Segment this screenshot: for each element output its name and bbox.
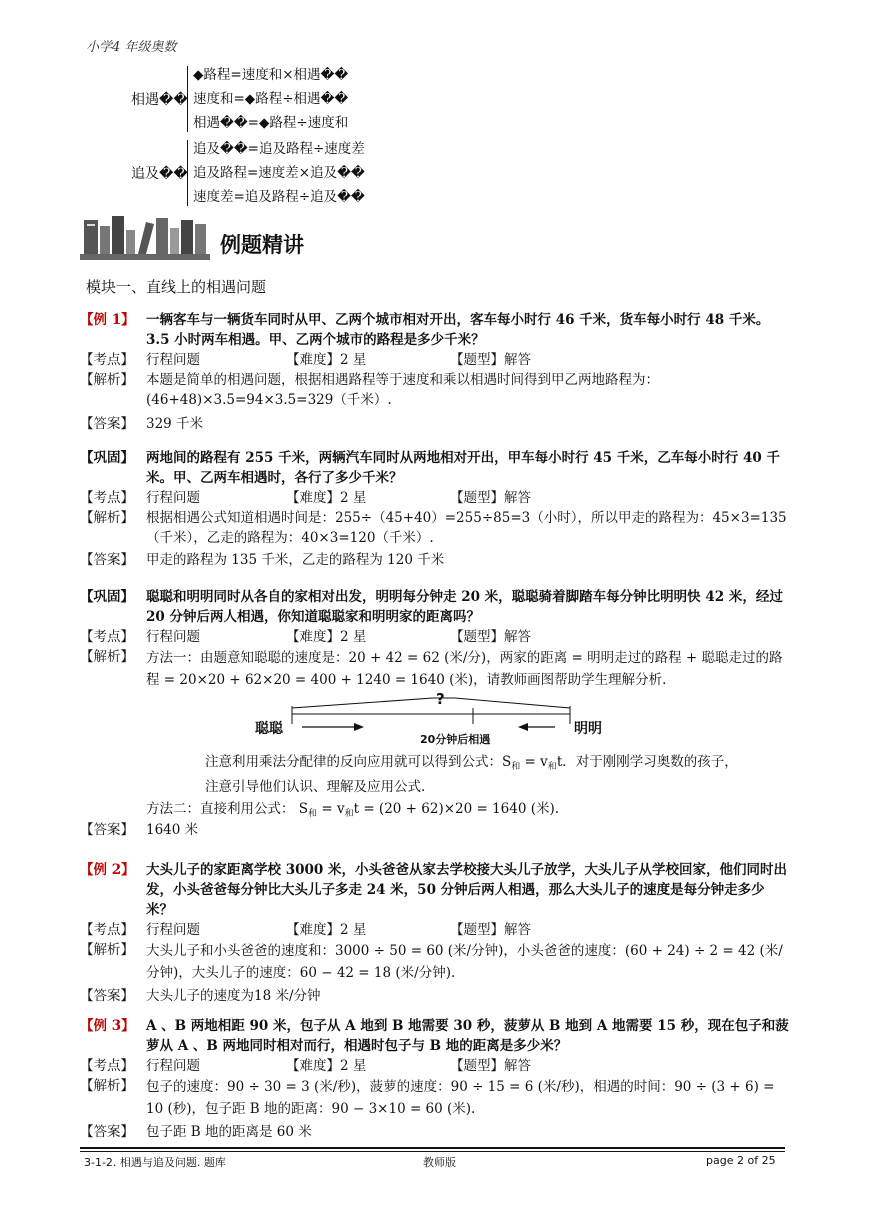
practice-2-method-1: 方法一：由题意知聪聪的速度是：20 + 42 = 62 (米/分)，两家的距离 = 明明走过的路程 + 聪聪走过的路程 = 20×20 + 62×20 = 400 + 1240 = 1640 (米)，请教师画图帮助学生理解分析. [146,650,783,688]
kaodian-label: 【考点】 [80,490,134,506]
formula-note-1: 注意利用乘法分配律的反向应用就可以得到公式：$S_和 = v_和t$．对于刚刚学习奥数的孩子， [205,754,738,772]
example-1 [80,310,790,434]
chase-formula-1: 追及��=追及路程÷速度差 [193,141,365,157]
daan-label: 【答案】 [80,552,134,568]
daan-label: 【答案】 [80,988,134,1004]
formula-note-2: 注意引导他们认识、理解及应用公式. [205,779,426,795]
diagram-right-label: 明明 [574,721,602,737]
tixing-value: 解答 [504,922,531,938]
practice-2-method-2: 方法二：直接利用公式： $S_和 = v_和t = (20 + 62)\times 20 = 1640$ (米). [146,801,560,819]
footer-doc-name: 3-1-2. 相遇与追及问题. 题库 [84,1156,226,1169]
meet-formula-1: ◆路程=速度和×相遇�� [193,67,349,83]
example-2-answer: 大头儿子的速度为18 米/分钟 [146,988,321,1004]
practice-1-analysis: 根据相遇公式知道相遇时间是：255÷（45+40）=255÷85=3（小时），所以甲走的路程为：45×3=135（千米），乙走的路程为：40×3=120（千米）. [146,510,787,546]
example-1-question: 一辆客车与一辆货车同时从甲、乙两个城市相对开出，客车每小时行 46 千米，货车每小时行 48 千米。3.5 小时两车相遇。甲、乙两个城市的路程是多少千米？ [146,312,770,348]
nandu-value: 2 星 [340,1058,367,1074]
practice-2-tag: 【巩固】 [80,589,134,605]
nandu-value: 2 星 [340,352,367,368]
tixing-value: 解答 [504,629,531,645]
example-3-analysis: 包子的速度：90 ÷ 30 = 3 (米/秒)，菠萝的速度：90 ÷ 15 = 6 (米/秒)，相遇的时间：90 ÷ (3 + 6) = 10 (秒)，包子距 B 地的距离：90 − 3×10 = 60 (米). [146,1079,775,1117]
books-icon [80,214,214,262]
jiexi-label: 【解析】 [80,649,134,665]
diagram-question-mark: ? [436,690,445,708]
practice-1-question: 两地间的路程有 255 千米，两辆汽车同时从两地相对开出，甲车每小时行 45 千米，乙车每小时行 40 千米。甲、乙两车相遇时，各行了多少千米？ [146,450,780,486]
nandu-label: 【难度】 [286,490,340,506]
example-1-analysis: 本题是简单的相遇问题，根据相遇路程等于速度和乘以相遇时间得到甲乙两地路程为：(46+48)×3.5=94×3.5=329（千米）. [146,372,659,408]
chase-formula-3: 速度差=追及路程÷追及�� [193,189,365,205]
nandu-value: 2 星 [340,922,367,938]
practice-2-answer-row [80,820,790,840]
chase-label: 追及�� [131,166,188,182]
example-2-question: 大头儿子的家距离学校 3000 米，小头爸爸从家去学校接大头儿子放学，大头儿子从学校回家，他们同时出发，小头爸爸每分钟比大头儿子多走 24 米，50 分钟后两人相遇，那么大头儿子的速度是每分钟走多少米？ [146,862,787,918]
footer-page-number: page 2 of 25 [706,1154,776,1167]
nandu-label: 【难度】 [286,352,340,368]
example-1-tag: 【例 1】 [80,312,135,328]
kaodian-value: 行程问题 [146,352,200,368]
daan-label: 【答案】 [80,822,134,838]
diagram-mid-label: 20分钟后相遇 [420,733,491,746]
kaodian-value: 行程问题 [146,490,200,506]
nandu-label: 【难度】 [286,629,340,645]
practice-2-question: 聪聪和明明同时从各自的家相对出发，明明每分钟走 20 米，聪聪骑着脚踏车每分钟比明明快 42 米，经过 20 分钟后两人相遇，你知道聪聪家和明明家的距离吗？ [146,589,783,625]
kaodian-label: 【考点】 [80,1058,134,1074]
section-title: 例题精讲 [220,233,304,257]
nandu-value: 2 星 [340,490,367,506]
tixing-label: 【题型】 [450,922,504,938]
jiexi-label: 【解析】 [80,372,134,388]
meet-formula-2: 速度和=◆路程÷相遇�� [193,91,349,107]
jiexi-label: 【解析】 [80,510,134,526]
example-3-tag: 【例 3】 [80,1018,135,1034]
kaodian-label: 【考点】 [80,352,134,368]
kaodian-value: 行程问题 [146,1058,200,1074]
chase-formula-2: 追及路程=速度差×追及�� [193,165,365,181]
footer-rule-thin [80,1151,785,1152]
tixing-label: 【题型】 [450,1058,504,1074]
example-3-question: A 、B 两地相距 90 米，包子从 A 地到 B 地需要 30 秒，菠萝从 B 地到 A 地需要 15 秒，现在包子和菠萝从 A 、B 两地同时相对而行，相遇时包子与 B 地的距离是多少米？ [146,1018,789,1054]
example-2-tag: 【例 2】 [80,862,135,878]
kaodian-label: 【考点】 [80,922,134,938]
header-title: 小学4 年级奥数 [86,40,177,55]
meet-label: 相遇�� [131,92,188,108]
kaodian-value: 行程问题 [146,629,200,645]
kaodian-label: 【考点】 [80,629,134,645]
example-3-answer: 包子距 B 地的距离是 60 米 [146,1124,312,1140]
meet-formula-3: 相遇��=◆路程÷速度和 [193,115,349,131]
tixing-label: 【题型】 [450,629,504,645]
practice-2-answer: 1640 米 [146,822,199,838]
nandu-label: 【难度】 [286,1058,340,1074]
tixing-value: 解答 [504,490,531,506]
jiexi-label: 【解析】 [80,942,134,958]
example-1-answer: 329 千米 [146,416,204,432]
diagram-left-label: 聪聪 [255,721,283,737]
daan-label: 【答案】 [80,416,134,432]
tixing-label: 【题型】 [450,352,504,368]
example-2-analysis: 大头儿子和小头爸爸的速度和：3000 ÷ 50 = 60 (米/分钟)，小头爸爸的速度：(60 + 24) ÷ 2 = 42 (米/分钟)，大头儿子的速度：60 − 42 = 18 (米/分钟). [146,943,783,981]
footer-rule-thick [80,1147,785,1149]
practice-1-tag: 【巩固】 [80,450,134,466]
practice-1 [80,448,790,570]
practice-1-answer: 甲走的路程为 135 千米，乙走的路程为 120 千米 [146,552,445,568]
nandu-value: 2 星 [340,629,367,645]
jiexi-label: 【解析】 [80,1078,134,1094]
module-title: 模块一、直线上的相遇问题 [86,278,267,296]
practice-2 [80,587,790,691]
footer-edition: 教师版 [423,1156,456,1169]
tixing-label: 【题型】 [450,490,504,506]
tixing-value: 解答 [504,352,531,368]
example-2 [80,860,790,1006]
daan-label: 【答案】 [80,1124,134,1140]
kaodian-value: 行程问题 [146,922,200,938]
tixing-value: 解答 [504,1058,531,1074]
nandu-label: 【难度】 [286,922,340,938]
example-3 [80,1016,790,1142]
